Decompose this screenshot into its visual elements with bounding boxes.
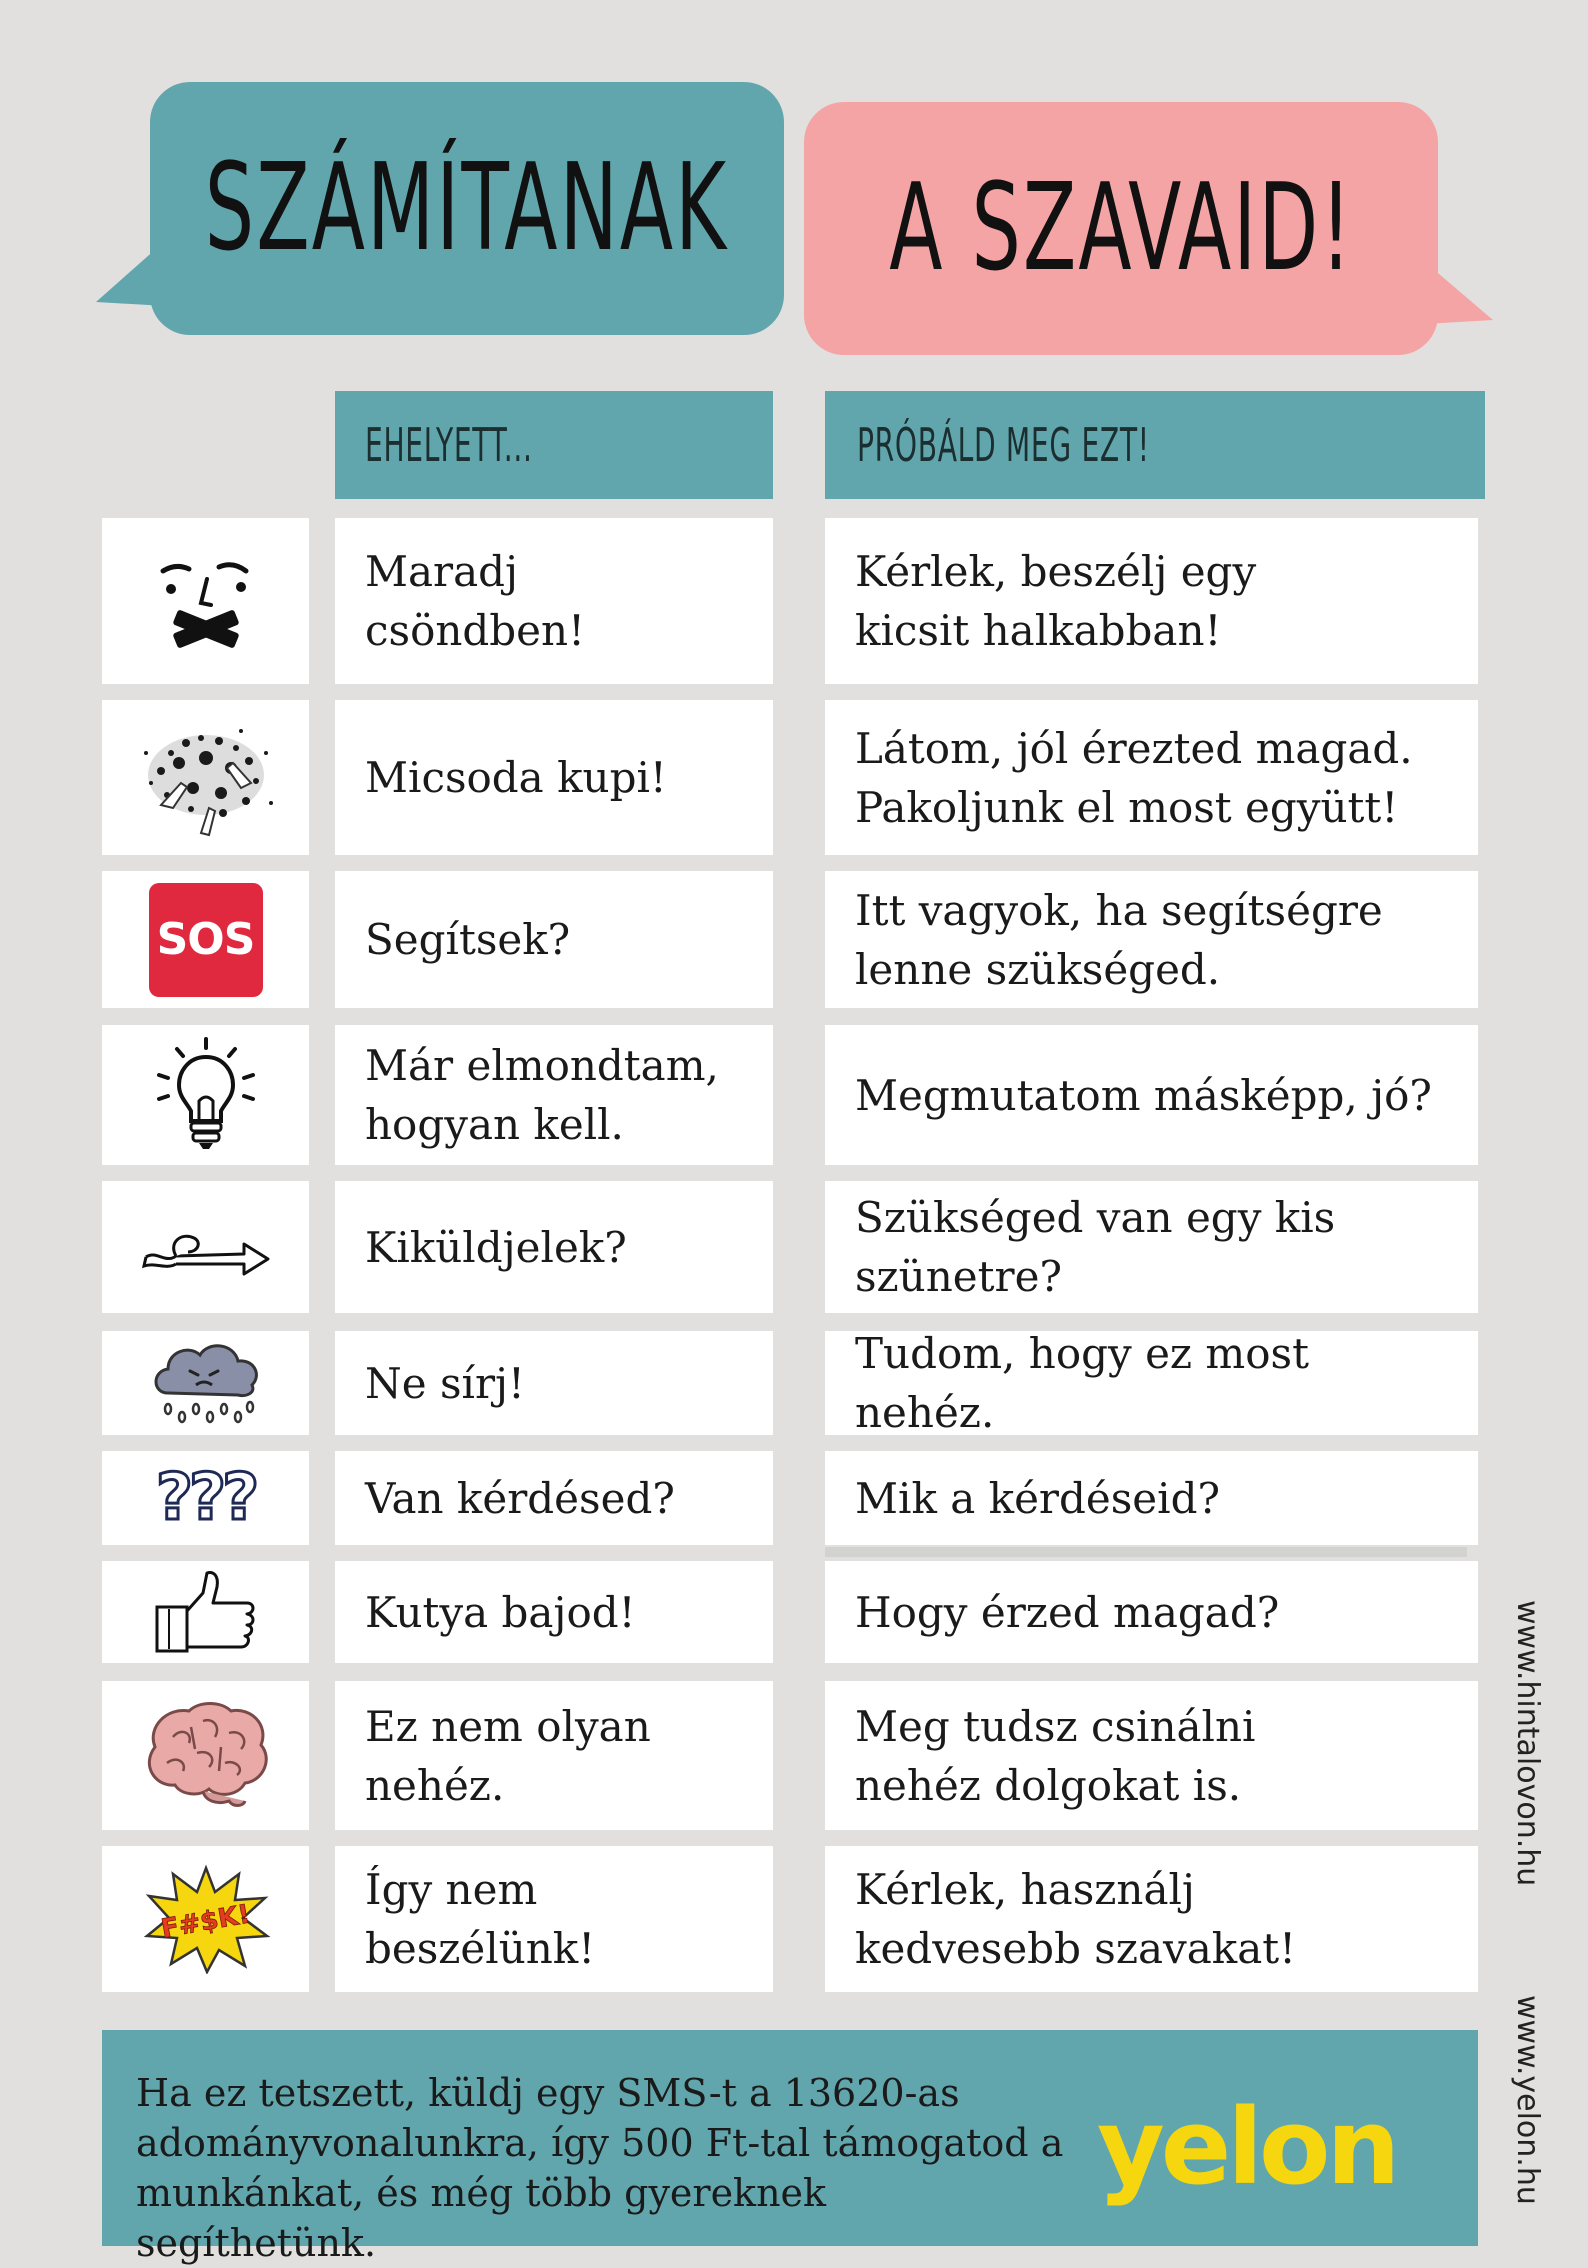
question-marks-icon: ???: [155, 1461, 256, 1535]
table-row-icon-cell: [102, 1681, 309, 1830]
brain-icon: [133, 1697, 279, 1815]
lightbulb-icon: [151, 1035, 261, 1155]
table-row-icon-cell: [102, 1451, 309, 1545]
table-row-instead: [335, 1025, 773, 1165]
row-instead-text: Ne sírj!: [365, 1358, 525, 1408]
footer-text: Ha ez tetszett, küldj egy SMS-t a 13620-as adományvonalunkra, így 500 Ft-tal támogatod a munkánkat, és még több gyereknek segíthetünk.: [136, 2071, 1064, 2265]
table-row-try: [825, 1181, 1478, 1313]
row-try-text: Kérlek, beszélj egy kicsit halkabban!: [855, 547, 1257, 655]
yelon-logo[interactable]: [1097, 2086, 1437, 2212]
table-row-instead: [335, 518, 773, 684]
row-instead-text: Segítsek?: [365, 915, 571, 964]
rain-cloud-icon: [146, 1335, 266, 1431]
table-row-icon-cell: [102, 1181, 309, 1313]
table-row-try: [825, 1681, 1478, 1830]
row-try-text: Hogy érzed magad?: [855, 1587, 1280, 1637]
header-instead-label: EHELYETT...: [365, 418, 533, 472]
footer-banner: [102, 2030, 1478, 2265]
row-try-text: Meg tudsz csinálni nehéz dolgokat is.: [855, 1701, 1256, 1810]
row-instead-text: Micsoda kupi!: [365, 753, 667, 802]
row-instead-text: Már elmondtam, hogyan kell.: [365, 1041, 719, 1149]
table-row-instead: [335, 1181, 773, 1313]
row-instead-text: Így nem beszélünk!: [365, 1865, 596, 1973]
table-row-instead: [335, 871, 773, 1008]
header-try-label: PRÓBÁLD MEG EZT!: [857, 418, 1150, 472]
row-try-text: Szükséged van egy kis szünetre?: [855, 1193, 1336, 1301]
table-row-instead: [335, 1681, 773, 1830]
table-row-icon-cell: [102, 1025, 309, 1165]
table-row-try: [825, 1846, 1478, 1992]
arrow-out-icon: [136, 1212, 276, 1282]
shushed-face-icon: [151, 541, 261, 661]
table-row-icon-cell: [102, 518, 309, 684]
curse-burst-icon: [141, 1864, 271, 1974]
table-row-try: [825, 1561, 1478, 1663]
table-row-try: [825, 1331, 1478, 1435]
title-right: A SZAVAID!: [888, 159, 1354, 298]
hintalovon-url[interactable]: www.hintalovon.hu: [1510, 1600, 1545, 1887]
table-row-instead: [335, 700, 773, 855]
table-row-try: [825, 700, 1478, 855]
row-try-text: Itt vagyok, ha segítségre lenne szükséged.: [855, 885, 1383, 994]
table-row-try: [825, 1451, 1478, 1545]
row-separator: [825, 1547, 1467, 1557]
title-right-bubble: [804, 102, 1438, 355]
row-instead-text: Maradj csöndben!: [365, 547, 585, 655]
table-row-instead: [335, 1561, 773, 1663]
yelon-logo-text: yelon: [1097, 2086, 1397, 2208]
table-row-try: [825, 1025, 1478, 1165]
table-row-icon-cell: [102, 1331, 309, 1435]
table-row-try: [825, 871, 1478, 1008]
burst-label: F#$K!: [158, 1899, 252, 1945]
header-try: [825, 391, 1485, 499]
table-row-try: [825, 518, 1478, 684]
row-instead-text: Van kérdésed?: [365, 1473, 675, 1523]
table-row-icon-cell: [102, 1561, 309, 1663]
row-instead-text: Ez nem olyan nehéz.: [365, 1701, 651, 1810]
sos-label: SOS: [156, 914, 255, 965]
row-try-text: Mik a kérdéseid?: [855, 1473, 1220, 1523]
yelon-url[interactable]: www.yelon.hu: [1510, 1995, 1545, 2205]
row-try-text: Kérlek, használj kedvesebb szavakat!: [855, 1865, 1297, 1973]
table-row-instead: [335, 1846, 773, 1992]
row-try-text: Megmutatom másképp, jó?: [855, 1070, 1432, 1120]
table-row-icon-cell: [102, 1846, 309, 1992]
thumbs-up-icon: [151, 1567, 261, 1657]
sos-icon: [149, 883, 263, 997]
header-instead: [335, 391, 773, 499]
row-instead-text: Kiküldjelek?: [365, 1222, 627, 1272]
title-left: SZÁMÍTANAK: [205, 139, 729, 278]
table-row-instead: [335, 1331, 773, 1435]
title-left-bubble: [150, 82, 784, 335]
table-row-instead: [335, 1451, 773, 1545]
row-try-text: Tudom, hogy ez most nehéz.: [855, 1329, 1309, 1437]
row-instead-text: Kutya bajod!: [365, 1587, 636, 1637]
mess-splatter-icon: [131, 713, 281, 843]
row-try-text: Látom, jól érezted magad. Pakoljunk el most együtt!: [855, 723, 1413, 832]
table-row-icon-cell: [102, 871, 309, 1008]
table-row-icon-cell: [102, 700, 309, 855]
